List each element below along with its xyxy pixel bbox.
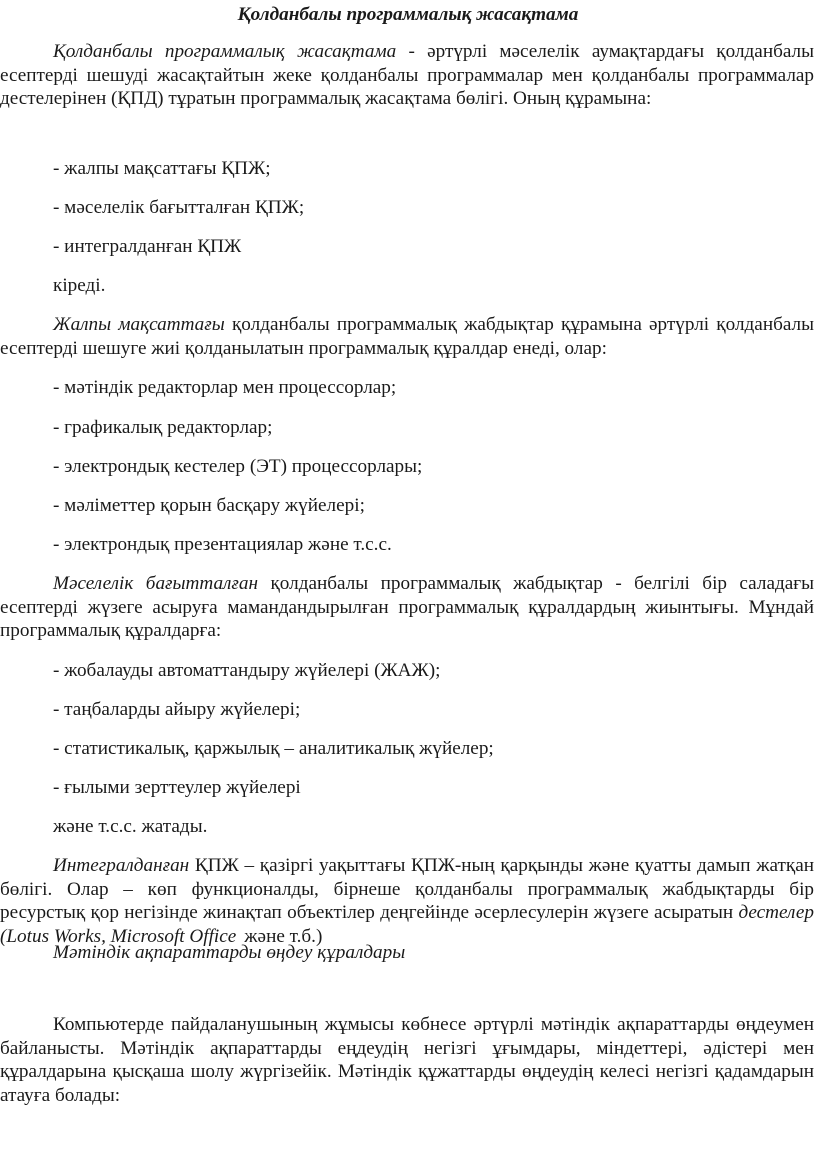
list-item: - мәселелік бағытталған ҚПЖ; [53, 197, 305, 218]
list-item: - интегралданған ҚПЖ [53, 236, 242, 257]
section-subtitle: Мәтіндік ақпараттарды өңдеу құралдары [53, 942, 406, 963]
term-general-purpose: Жалпы мақсаттағы [53, 314, 225, 335]
term-problem-oriented: Мәселелік бағытталған [53, 573, 259, 594]
term-integrated: Интегралданған [53, 855, 190, 876]
paragraph-text: қолданбалы программалық жабдықтар құрамына әртүрлі қолданбалы есептерді шешуге жиі қолданылатын программалық құралдар енеді, олар: [0, 314, 815, 359]
paragraph-tail: және т.б.) [244, 925, 323, 947]
list-item: - ғылыми зерттеулер жүйелері [53, 777, 301, 798]
paragraph-integrated [0, 854, 814, 948]
list-item: - жобалауды автоматтандыру жүйелері (ЖАЖ); [53, 660, 441, 681]
packages-examples: дестелер (Lotus Works, Microsoft Office [0, 902, 815, 947]
paragraph-text: ҚПЖ – қазіргі уақыттағы ҚПЖ-ның қарқынды және қуатты дамып жатқан бөлігі. Олар – көп функционалды, бірнеше қолданбалы программалық жабдықтарды бір ресурстық қор негізінде жинақтап объектілер деңгейінде әсерлесулерін жүзеге асыратын [0, 855, 814, 923]
paragraph-ending: және т.с.с. жатады. [53, 816, 208, 837]
list-item: - графикалық редакторлар; [53, 417, 273, 438]
list-item: - мәліметтер қорын басқару жүйелері; [53, 495, 365, 516]
paragraph-problem-oriented [0, 572, 814, 643]
list-item: - таңбаларды айыру жүйелері; [53, 699, 301, 720]
term-applied-software: Қолданбалы программалық жасақтама [53, 41, 397, 62]
list-item: - жалпы мақсаттағы ҚПЖ; [53, 158, 271, 179]
list-item: - мәтіндік редакторлар мен процессорлар; [53, 377, 397, 398]
list-item: - статистикалық, қаржылық – аналитикалық жүйелер; [53, 738, 494, 759]
document-title: Қолданбалы программалық жасақтама [237, 4, 579, 25]
paragraph-text: қолданбалы программалық жабдықтар - белгілі бір саладағы есептерді жүзеге асыруға мамандандырылған программалық құралдардың жиынтығы. Мұндай программалық құралдарға: [0, 573, 814, 641]
list-item: - электрондық кестелер (ЭТ) процессорлары; [53, 456, 423, 477]
paragraph-general-purpose [0, 313, 814, 360]
list-item: - электрондық презентациялар және т.с.с. [53, 534, 392, 555]
paragraph-text-processing: Компьютерде пайдаланушының жұмысы көбнесе әртүрлі мәтіндік ақпараттарды өңдеумен байланысты. Мәтіндік ақпараттарды еңдеудің негізгі ұғымдары, міндеттері, әдістері мен құралдарына қысқаша шолу жүргізейік. Мәтіндік құжаттарды өңдеудің келесі негізгі қадамдарын атауға болады: [0, 1014, 814, 1106]
paragraph-ending: кіреді. [53, 275, 106, 296]
paragraph-text: - әртүрлі мәселелік аумақтардағы қолданбалы есептерді шешуді жасақтайтын жеке қолданбалы программалар мен қолданбалы программалар дестелерінен (ҚПД) тұратын программалық жасақтама бөлігі. Оның құрамына: [0, 41, 815, 109]
paragraph-applied-software [0, 40, 814, 111]
